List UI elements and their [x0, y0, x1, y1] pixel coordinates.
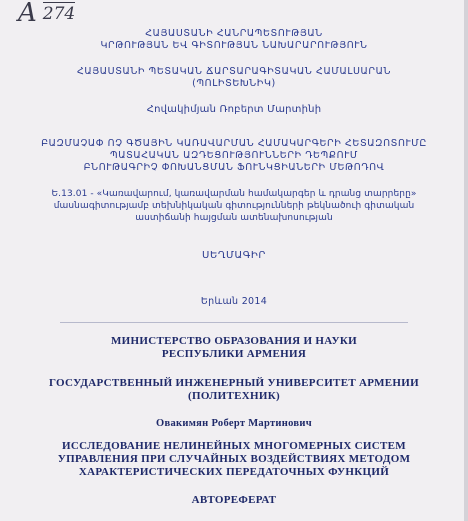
armenian-title: [0, 138, 468, 174]
armenian-ministry-line1: ՀԱՅԱՍՏԱՆԻ ՀԱՆՐԱՊԵՏՈՒԹՅԱՆ: [145, 28, 323, 39]
armenian-university: [0, 66, 468, 90]
russian-university-line1: ГОСУДАРСТВЕННЫЙ ИНЖЕНЕРНЫЙ УНИВЕРСИТЕТ АРМЕНИИ: [49, 377, 419, 389]
armenian-spec-line3: աստիճանի հայցման ատենախոսության: [135, 213, 333, 223]
russian-ministry-line2: РЕСПУБЛИКИ АРМЕНИЯ: [161, 348, 307, 360]
armenian-specialty: [0, 188, 468, 224]
section-divider: [60, 322, 408, 323]
armenian-ministry-line2: ԿՐԹՈՒԹՅԱՆ ԵՎ ԳԻՏՈՒԹՅԱՆ ՆԱԽԱՐԱՐՈՒԹՅՈՒՆ: [100, 40, 368, 51]
handwritten-letter: A: [18, 0, 37, 28]
armenian-university-line1: ՀԱՅԱՍՏԱՆԻ ՊԵՏԱԿԱՆ ՃԱՐՏԱՐԱԳԻՏԱԿԱՆ ՀԱՄԱԼՍԱՐԱՆ: [76, 66, 392, 77]
armenian-university-line2: (ՊՈԼԻՏԵԽՆԻԿ): [192, 78, 276, 89]
handwritten-number: 274: [42, 4, 76, 24]
page-edge-shadow: [464, 0, 468, 521]
russian-university: [0, 377, 468, 403]
russian-title-line2: УПРАВЛЕНИЯ ПРИ СЛУЧАЙНЫХ ВОЗДЕЙСТВИЯХ МЕТОДОМ: [57, 453, 411, 465]
armenian-author: Հովակիմյան Ռոբերտ Մարտինի: [146, 104, 322, 115]
russian-university-line2: (ПОЛИТЕХНИК): [188, 390, 280, 402]
handwritten-archive-mark: [18, 0, 75, 26]
armenian-title-line2: ՊԱՏԱՀԱԿԱՆ ԱԶԴԵՑՈՒԹՅՈՒՆՆԵՐԻ ԴԵՊՔՈՒՄ: [110, 150, 358, 161]
armenian-spec-line1: Ե.13.01 - «Կառավարում, կառավարման համակարգեր և դրանց տարրերը»: [51, 189, 417, 199]
russian-title-line1: ИССЛЕДОВАНИЕ НЕЛИНЕЙНЫХ МНОГОМЕРНЫХ СИСТЕМ: [62, 440, 406, 452]
russian-ministry-line1: МИНИСТЕРСТВО ОБРАЗОВАНИЯ И НАУКИ: [110, 335, 358, 347]
russian-author: Овакимян Роберт Мартинович: [156, 418, 312, 429]
armenian-title-line1: ԲԱԶՄԱՉԱՓ ՈՉ ԳԾԱՅԻՆ ԿԱՌԱՎԱՐՄԱՆ ՀԱՄԱԿԱՐԳԵՐԻ ՀԵՏԱԶՈՏՈՒՄԸ: [41, 138, 427, 149]
armenian-spec-line2: մասնագիտությամբ տեխնիկական գիտությունների թեկնածուի գիտական: [53, 201, 415, 211]
russian-title: [0, 440, 468, 479]
russian-title-line3: ХАРАКТЕРИСТИЧЕСКИХ ПЕРЕДАТОЧНЫХ ФУНКЦИЙ: [78, 466, 390, 478]
russian-ministry: [0, 335, 468, 361]
armenian-ministry: [0, 28, 468, 52]
armenian-doc-type: ՍԵՂՄԱԳԻՐ: [202, 250, 266, 261]
russian-doc-type: АВТОРЕФЕРАТ: [191, 494, 277, 506]
armenian-title-line3: ԲՆՈՒԹԱԳՐԻՉ ՓՈԽԱՆՑՄԱՆ ՖՈՒՆԿՑԻԱՆԵՐԻ ՄԵԹՈԴՈՎ: [83, 162, 385, 173]
armenian-city-year: Երևան 2014: [200, 296, 268, 307]
